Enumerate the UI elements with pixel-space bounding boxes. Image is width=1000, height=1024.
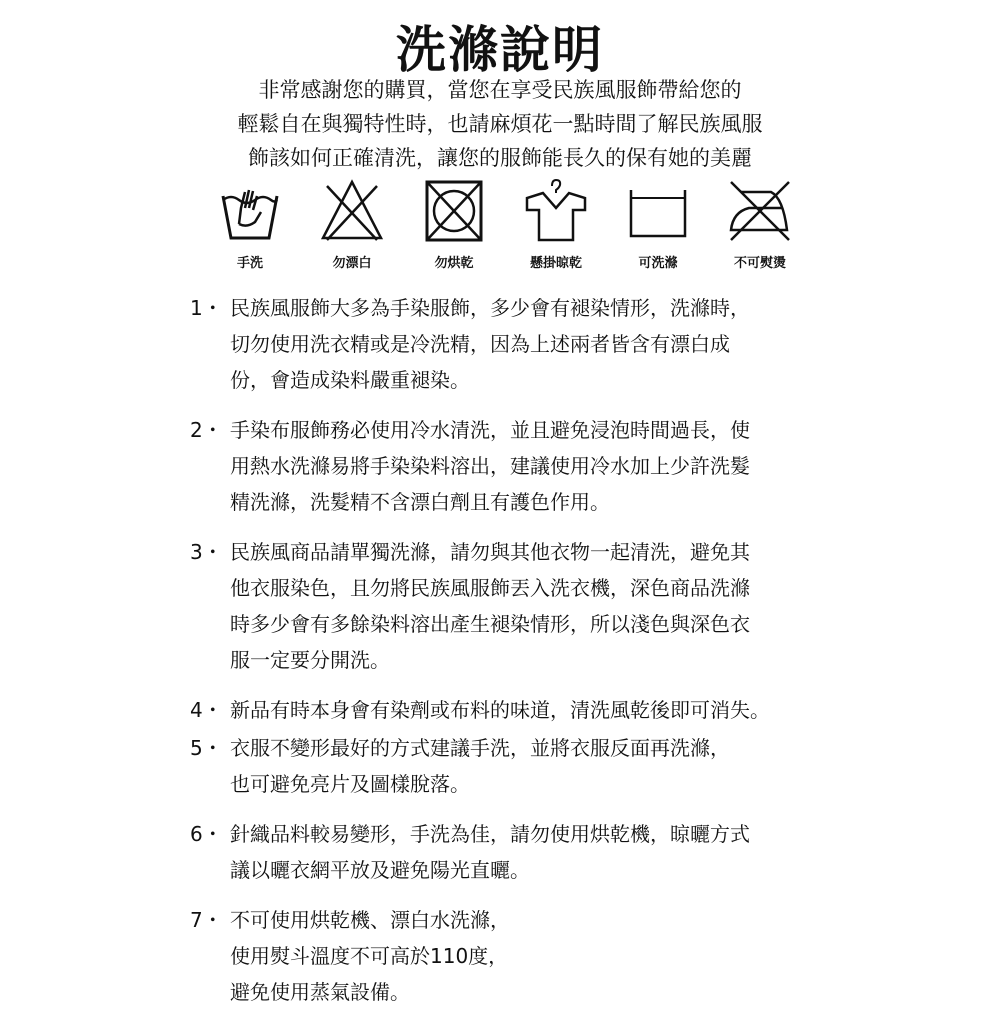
- item-line: 針織品料較易變形，手洗為佳，請勿使用烘乾機，晾曬方式: [230, 822, 750, 846]
- care-icon-washable: [613, 178, 703, 271]
- care-icon-label: 不可熨燙: [733, 256, 786, 271]
- item-line: 切勿使用洗衣精或是冷洗精，因為上述兩者皆含有漂白成: [230, 332, 730, 356]
- item-line: 避免使用蒸氣設備。: [230, 980, 410, 1004]
- page-title: 洗滌說明: [396, 21, 604, 79]
- no-iron-icon: [727, 178, 793, 244]
- washable-icon: [625, 178, 691, 244]
- item-line: 份，會造成染料嚴重褪染。: [230, 368, 470, 392]
- care-icon-no-bleach: [307, 178, 397, 271]
- hang-dry-icon: [523, 178, 589, 244]
- care-icon-label: 手洗: [236, 256, 263, 271]
- care-icon-label: 懸掛晾乾: [529, 256, 582, 271]
- care-instructions-list: [190, 290, 840, 1024]
- list-item: [190, 534, 840, 678]
- no-tumble-dry-icon: [421, 178, 487, 244]
- care-icon-hand-wash: [205, 178, 295, 271]
- item-line: 不可使用烘乾機、漂白水洗滌，: [230, 908, 510, 932]
- care-icon-label: 可洗滌: [638, 256, 678, 271]
- no-bleach-icon: [319, 178, 385, 244]
- intro-line: 非常感謝您的購買，當您在享受民族風服飾帶給您的: [258, 78, 742, 102]
- item-line: 新品有時本身會有染劑或布料的味道，清洗風乾後即可消失。: [230, 698, 770, 722]
- item-number: 3・: [190, 540, 223, 564]
- list-item: [190, 816, 840, 888]
- item-line: 也可避免亮片及圖樣脫落。: [230, 772, 470, 796]
- hand-wash-icon: [217, 178, 283, 244]
- item-line: 使用熨斗溫度不可高於110度，: [230, 944, 509, 968]
- intro-line: 飾該如何正確清洗，讓您的服飾能長久的保有她的美麗: [248, 146, 752, 170]
- item-number: 4・: [190, 698, 223, 722]
- item-number: 7・: [190, 908, 223, 932]
- care-icon-hang-dry: [511, 178, 601, 271]
- intro-line: 輕鬆自在與獨特性時，也請麻煩花一點時間了解民族風服: [237, 112, 763, 136]
- list-item: [190, 902, 840, 1010]
- care-icon-label: 勿烘乾: [434, 256, 474, 271]
- item-line: 用熱水洗滌易將手染染料溶出，建議使用冷水加上少許洗髮: [230, 454, 750, 478]
- list-item: [190, 290, 840, 398]
- item-line: 精洗滌，洗髮精不含漂白劑且有護色作用。: [230, 490, 610, 514]
- item-line: 民族風服飾大多為手染服飾，多少會有褪染情形，洗滌時，: [230, 296, 750, 320]
- item-line: 民族風商品請單獨洗滌，請勿與其他衣物一起清洗，避免其: [230, 540, 750, 564]
- item-number: 5・: [190, 736, 223, 760]
- intro-paragraph: [0, 73, 1000, 175]
- item-line: 時多少會有多餘染料溶出產生褪染情形，所以淺色與深色衣: [230, 612, 750, 636]
- item-line: 他衣服染色，且勿將民族風服飾丟入洗衣機，深色商品洗滌: [230, 576, 750, 600]
- care-icon-no-tumble-dry: [409, 178, 499, 271]
- item-line: 服一定要分開洗。: [230, 648, 390, 672]
- care-icon-label: 勿漂白: [332, 256, 372, 271]
- item-number: 6・: [190, 822, 223, 846]
- care-icon-no-iron: [715, 178, 805, 271]
- list-item: [190, 412, 840, 520]
- list-item: [190, 692, 840, 728]
- item-line: 衣服不變形最好的方式建議手洗，並將衣服反面再洗滌，: [230, 736, 730, 760]
- item-line: 手染布服飾務必使用冷水清洗，並且避免浸泡時間過長，使: [230, 418, 750, 442]
- item-number: 2・: [190, 418, 223, 442]
- list-item: [190, 730, 840, 802]
- item-number: 1・: [190, 296, 223, 320]
- care-icons-row: [205, 178, 805, 288]
- item-line: 議以曬衣網平放及避免陽光直曬。: [230, 858, 530, 882]
